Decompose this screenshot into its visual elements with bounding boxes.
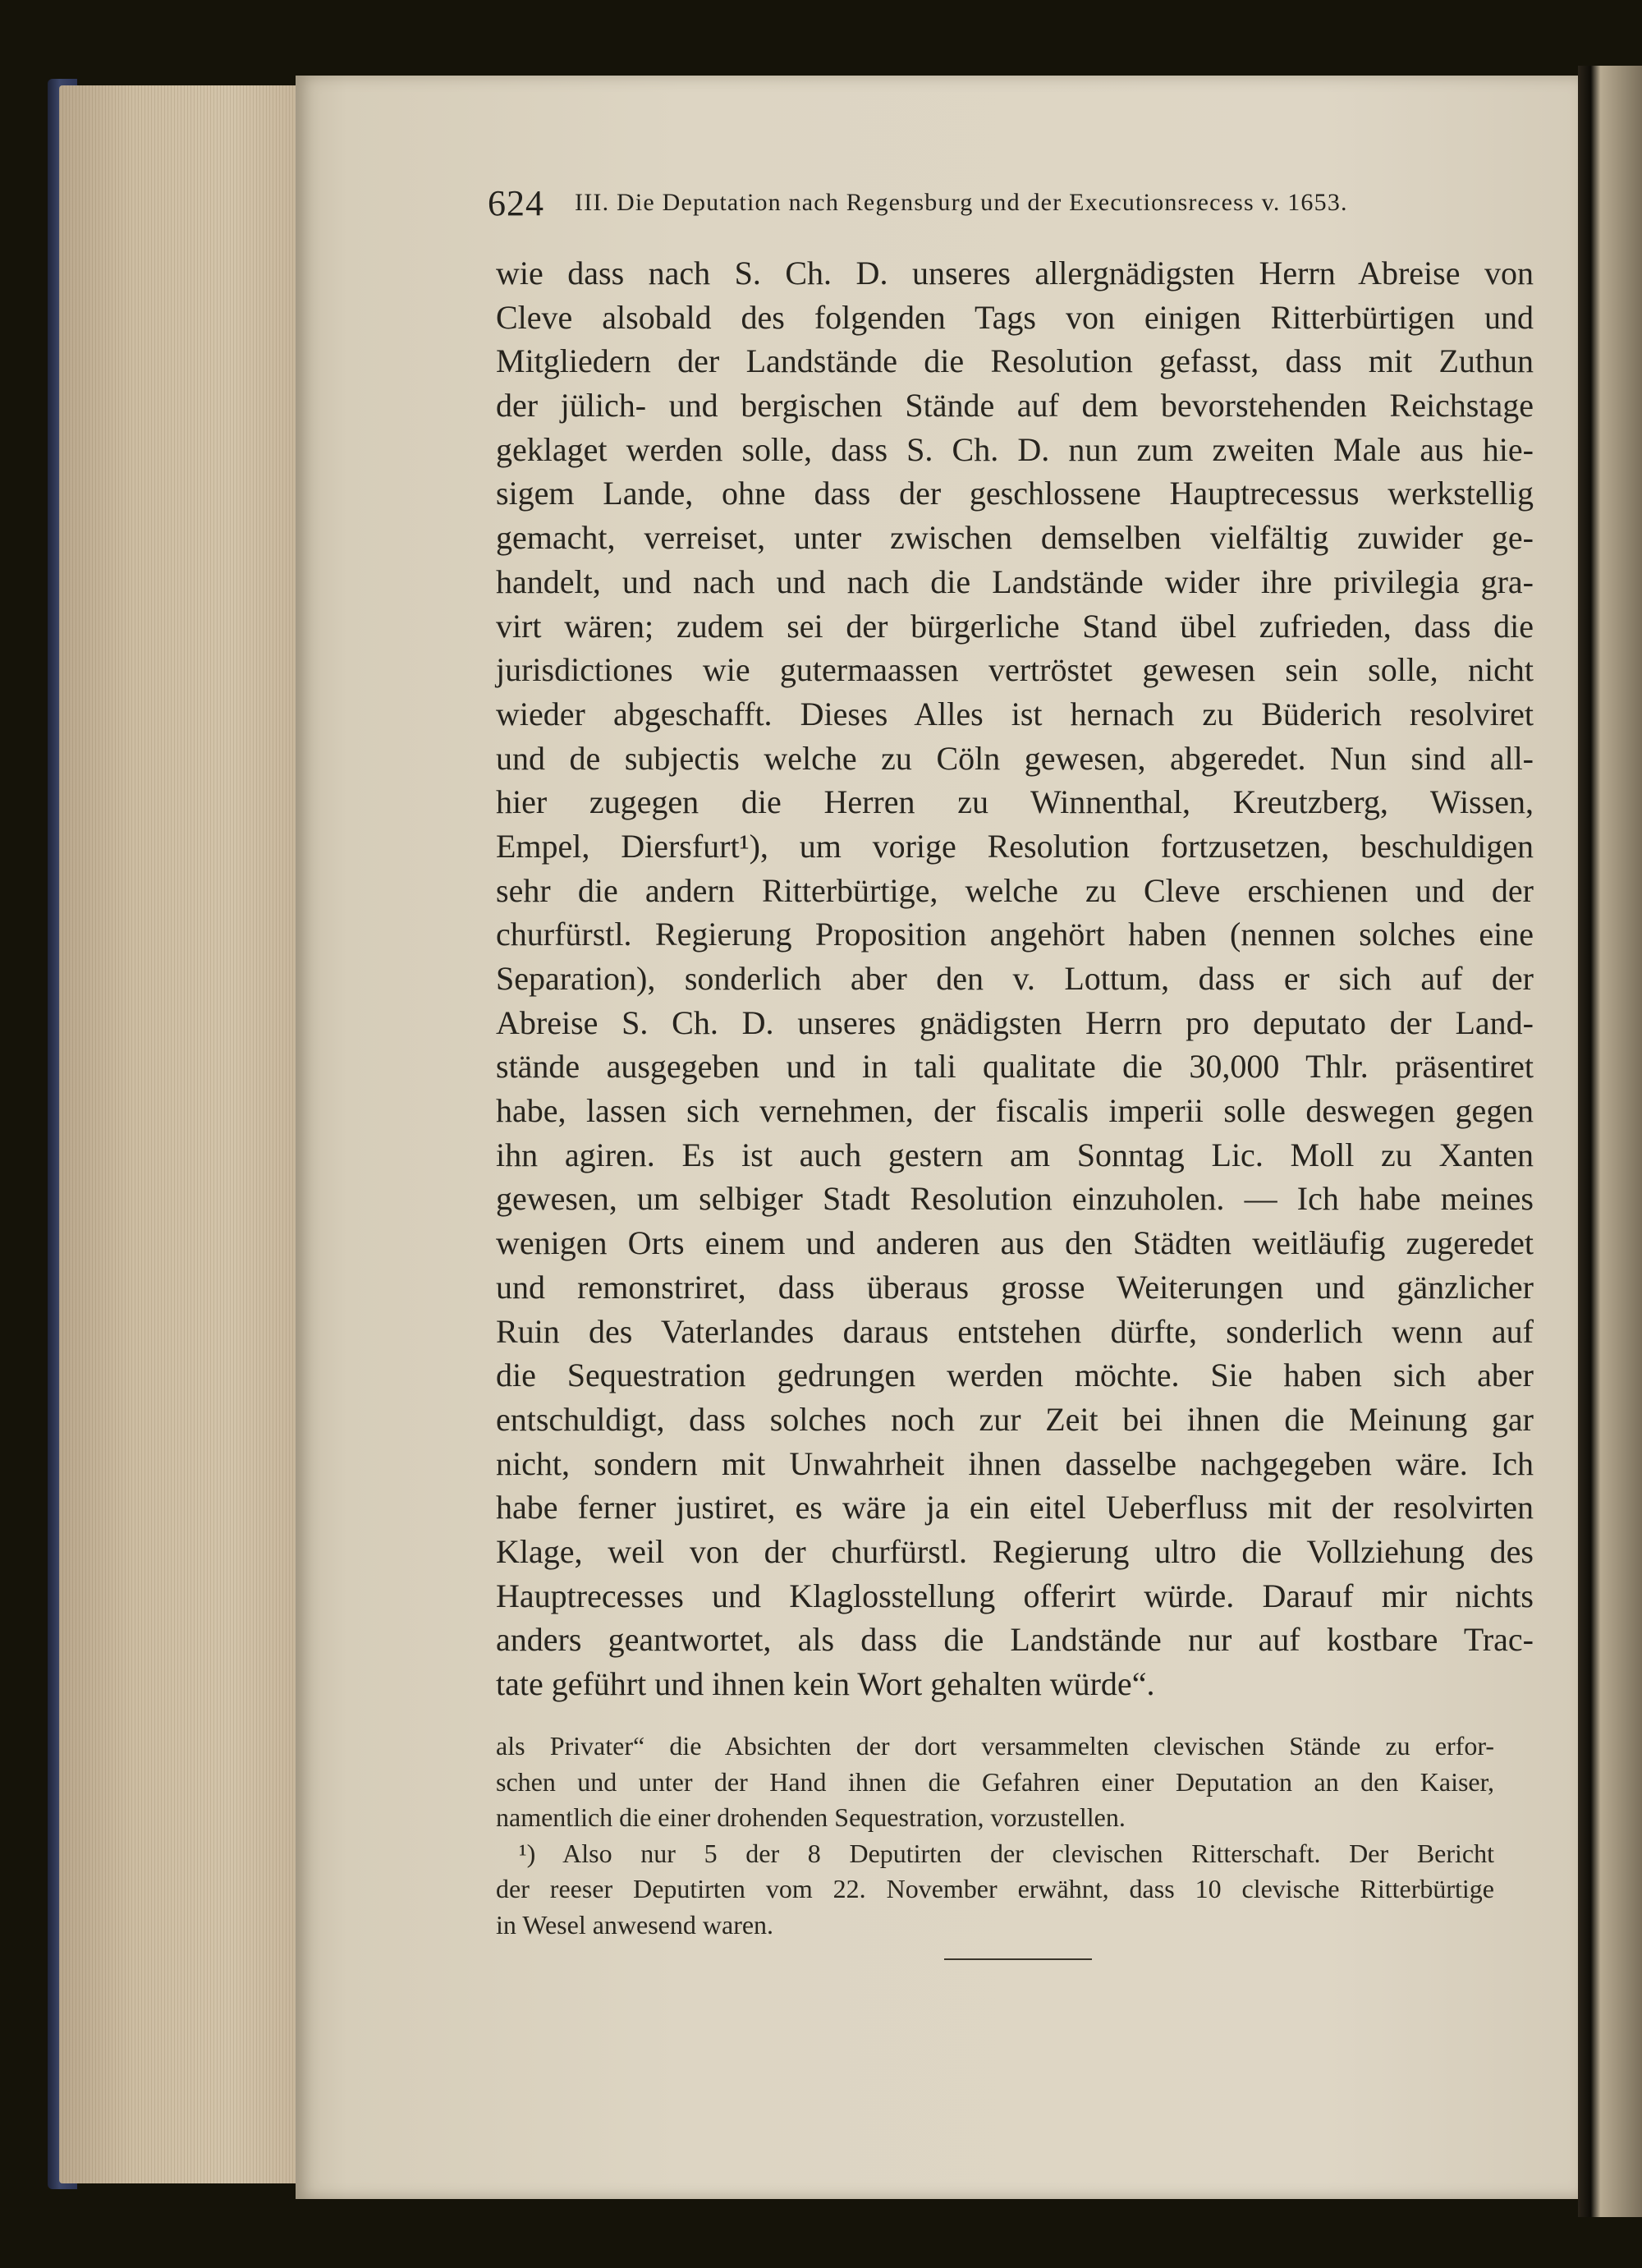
text-line: virt wären; zudem sei der bürgerliche Stand übel zufrieden, dass die (496, 607, 1534, 645)
text-line: hier zugegen die Herren zu Winnenthal, Kreutzberg, Wissen, (496, 783, 1534, 821)
page-number: 624 (488, 183, 544, 223)
body-text (496, 251, 1534, 1706)
text-line: geklaget werden solle, dass S. Ch. D. nun zum zweiten Male aus hie- (496, 430, 1534, 468)
text-line: ihn agiren. Es ist auch gestern am Sonntag Lic. Moll zu Xanten (496, 1136, 1534, 1173)
page-edges (59, 85, 305, 2183)
text-line: Klage, weil von der churfürstl. Regierung ultro die Vollziehung des (496, 1532, 1534, 1570)
text-line: Empel, Diersfurt¹), um vorige Resolution fortzusetzen, beschuldigen (496, 827, 1534, 865)
text-line: stände ausgegeben und in tali qualitate die 30,000 Thlr. präsentiret (496, 1048, 1534, 1086)
text-line: gemacht, verreiset, unter zwischen demselben vielfältig zuwider ge- (496, 519, 1534, 557)
text-line: sigem Lande, ohne dass der geschlossene Hauptrecessus werkstellig (496, 475, 1534, 512)
text-line: gewesen, um selbiger Stadt Resolution einzuholen. — Ich habe meines (496, 1180, 1534, 1218)
footnotes (496, 1729, 1494, 1943)
text-line: anders geantwortet, als dass die Landstände nur auf kostbare Trac- (496, 1621, 1534, 1659)
footnote-line: namentlich die einer drohenden Sequestration, vorzustellen. (496, 1802, 1126, 1832)
text-line: die Sequestration gedrungen werden möchte. Sie haben sich aber (496, 1357, 1534, 1394)
text-line: Abreise S. Ch. D. unseres gnädigsten Herrn pro deputato der Land- (496, 1003, 1534, 1041)
footnote-line: als Privater“ die Absichten der dort versammelten clevischen Stände zu erfor- (496, 1731, 1494, 1761)
footnote-line: in Wesel anwesend waren. (496, 1909, 774, 1940)
text-line: entschuldigt, dass solches noch zur Zeit bei ihnen die Meinung gar (496, 1400, 1534, 1438)
text-line: tate geführt und ihnen kein Wort gehalten würde“. (496, 1665, 1155, 1702)
page-header (488, 182, 1522, 232)
end-rule (944, 1958, 1092, 1960)
text-line: Ruin des Vaterlandes daraus entstehen dürfte, sonderlich wenn auf (496, 1312, 1534, 1350)
text-line: Hauptrecesses und Klaglosstellung offerirt würde. Darauf mir nichts (496, 1577, 1534, 1614)
text-line: Mitgliedern der Landstände die Resolution gefasst, dass mit Zuthun (496, 342, 1534, 380)
footnote-line: ¹) Also nur 5 der 8 Deputirten der clevischen Ritterschaft. Der Bericht (519, 1838, 1494, 1868)
text-line: sehr die andern Ritterbürtige, welche zu Cleve erschienen und der (496, 871, 1534, 909)
text-line: Separation), sonderlich aber den v. Lottum, dass er sich auf der (496, 960, 1534, 997)
facing-page-edge (1578, 66, 1642, 2217)
text-line: habe, lassen sich vernehmen, der fiscalis imperii solle deswegen gegen (496, 1092, 1534, 1130)
text-line: nicht, sondern mit Unwahrheit ihnen dasselbe nachgegeben wäre. Ich (496, 1444, 1534, 1482)
footnote-line: schen und unter der Hand ihnen die Gefahren einer Deputation an den Kaiser, (496, 1766, 1494, 1797)
running-title: III. Die Deputation nach Regensburg und der Executionsrecess v. 1653. (575, 189, 1348, 216)
text-line: wie dass nach S. Ch. D. unseres allergnädigsten Herrn Abreise von (496, 255, 1534, 292)
footnote-line: der reeser Deputirten vom 22. November erwähnt, dass 10 clevische Ritterbürtige (496, 1874, 1494, 1903)
text-line: der jülich- und bergischen Stände auf dem bevorstehenden Reichstage (496, 387, 1534, 425)
text-line: wieder abgeschafft. Dieses Alles ist hernach zu Büderich resolviret (496, 695, 1534, 732)
text-line: churfürstl. Regierung Proposition angehört haben (nennen solches eine (496, 916, 1534, 953)
text-line: Cleve alsobald des folgenden Tags von einigen Ritterbürtigen und (496, 298, 1534, 336)
text-line: handelt, und nach und nach die Landstände wider ihre privilegia gra- (496, 562, 1534, 600)
text-line: wenigen Orts einem und anderen aus den Städten weitläufig zugeredet (496, 1224, 1534, 1262)
text-line: habe ferner justiret, es wäre ja ein eitel Ueberfluss mit der resolvirten (496, 1489, 1534, 1527)
text-line: jurisdictiones wie gutermaassen vertröstet gewesen sein solle, nicht (496, 651, 1534, 689)
text-line: und de subjectis welche zu Cöln gewesen, abgeredet. Nun sind all- (496, 739, 1534, 777)
text-line: und remonstriret, dass überaus grosse Weiterungen und gänzlicher (496, 1268, 1534, 1306)
